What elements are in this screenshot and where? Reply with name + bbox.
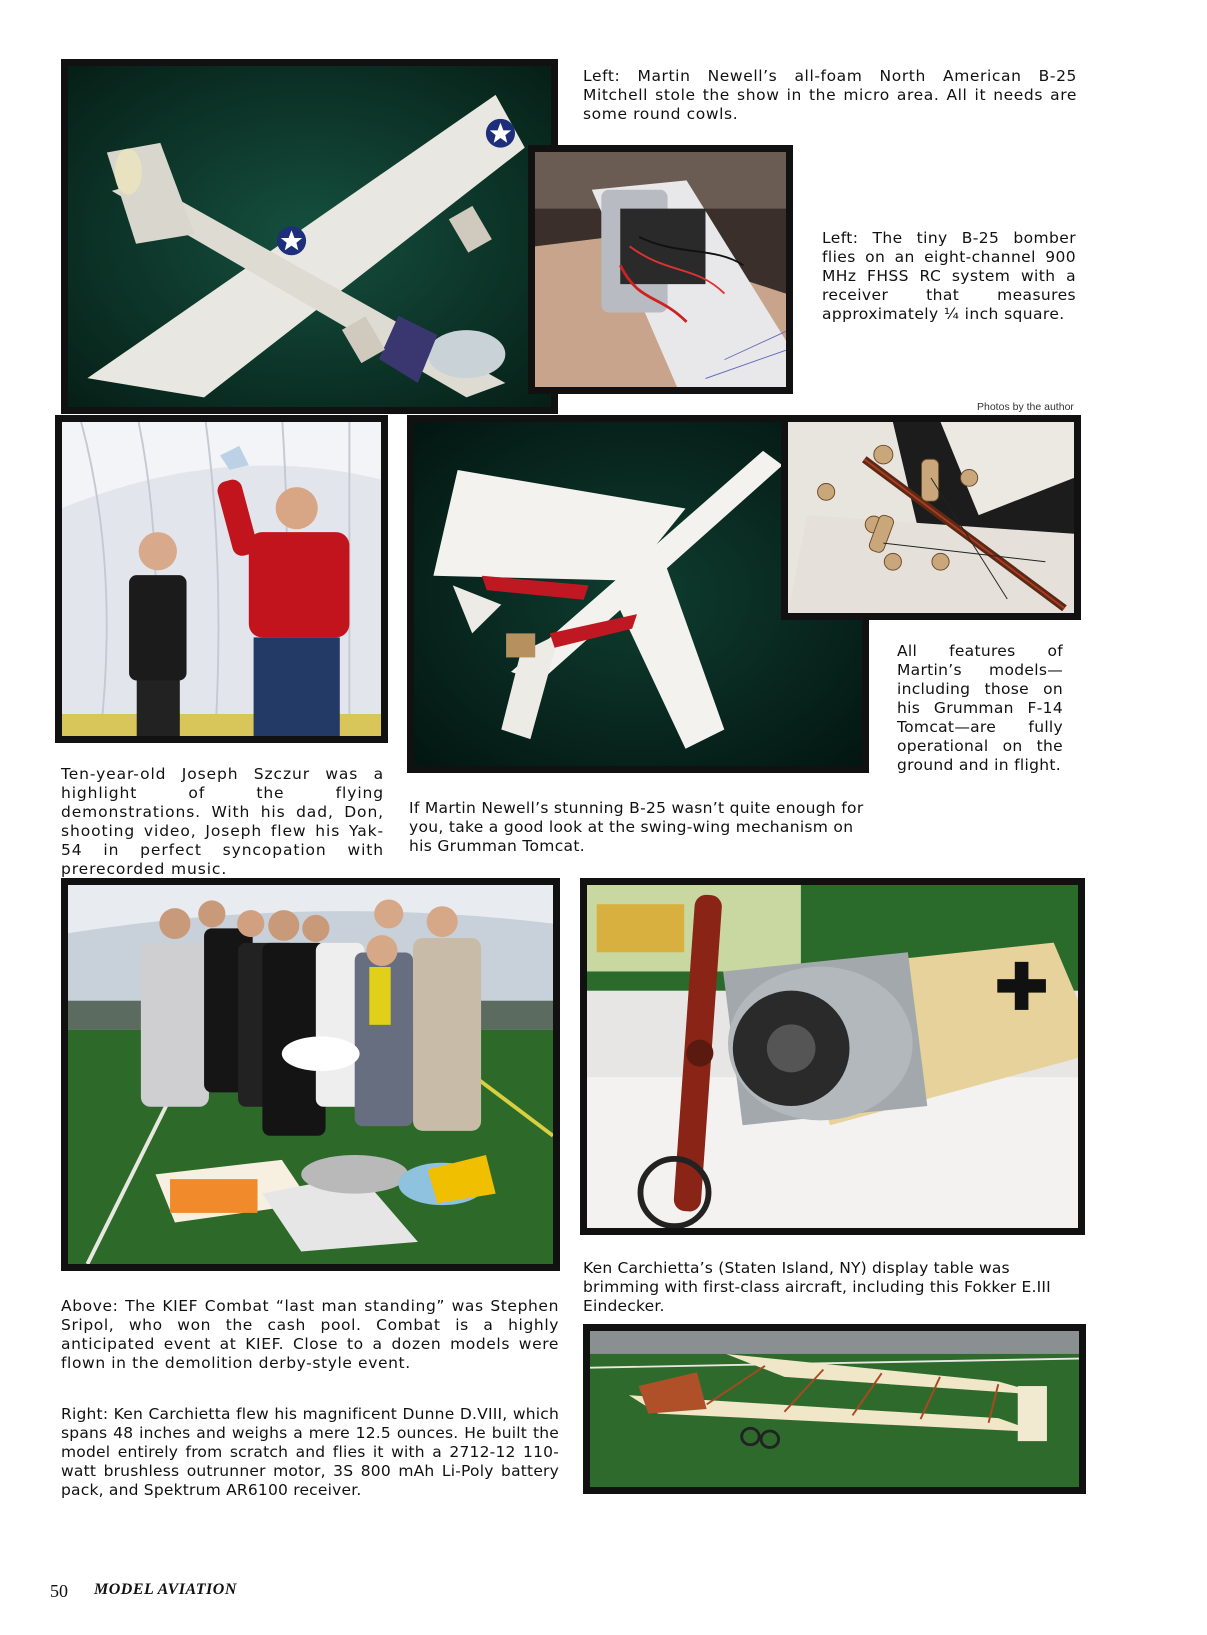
fokker-caption: Ken Carchietta’s (Staten Island, NY) display table was brimming with first-class aircraft, including this Fokker E.III Eindecker. [583, 1259, 1051, 1315]
fokker-photo [580, 878, 1085, 1235]
magazine-name: MODEL AVIATION [94, 1581, 237, 1598]
dunne-caption: Right: Ken Carchietta flew his magnificent Dunne D.VIII, which spans 48 inches and weighs a mere 12.5 ounces. He built the model entirely from scratch and flies it with a 2712-12 110-watt brushless outrunner motor, 3S 800 mAh Li-Poly battery pack, and Spektrum AR6100 receiver. [61, 1405, 559, 1499]
swing-wing-mechanism-photo [781, 415, 1081, 620]
tomcat-caption: If Martin Newell’s stunning B-25 wasn’t quite enough for you, take a good look at the swing-wing mechanism on his Grumman Tomcat. [409, 799, 864, 855]
joseph-caption: Ten-year-old Joseph Szczur was a highlight of the flying demonstrations. With his dad, Don, shooting video, Joseph flew his Yak-54 in perfect syncopation with prerecorded music. [61, 765, 384, 878]
b25-photo [61, 59, 558, 414]
combat-group-photo [61, 878, 560, 1271]
features-caption: All features of Martin’s models—including those on his Grumman F-14 Tomcat—are fully operational on the ground and in flight. [897, 642, 1063, 774]
father-son-photo [55, 415, 388, 743]
photo-credit: Photos by the author [977, 401, 1074, 413]
dunne-photo [583, 1324, 1086, 1494]
receiver-photo [528, 145, 793, 394]
b25-caption: Left: Martin Newell’s all-foam North American B-25 Mitchell stole the show in the micro area. All it needs are some round cowls. [583, 67, 1077, 123]
combat-caption: Above: The KIEF Combat “last man standing” was Stephen Sripol, who won the cash pool. Combat is a highly anticipated event at KIEF. Close to a dozen models were flown in the demolition derby-style event. [61, 1297, 559, 1372]
receiver-caption: Left: The tiny B-25 bomber flies on an eight-channel 900 MHz FHSS RC system with a receiver that measures approximately ¼ inch square. [822, 229, 1076, 323]
page-number: 50 [50, 1581, 68, 1601]
